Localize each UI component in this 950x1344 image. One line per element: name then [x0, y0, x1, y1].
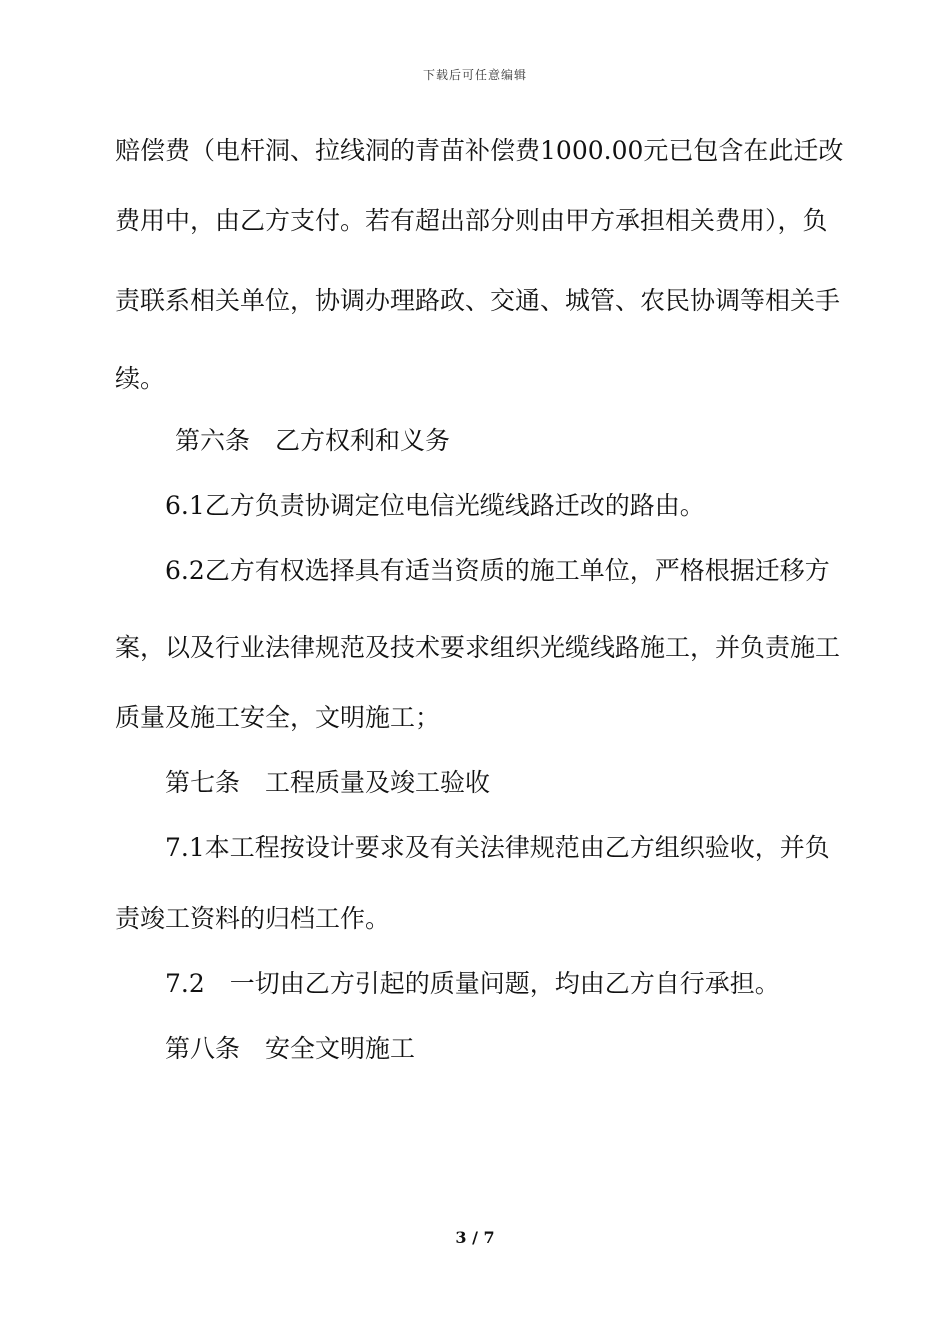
clause-7-1: 7.1本工程按设计要求及有关法律规范由乙方组织验收，并负	[165, 833, 830, 862]
page-number: 3 / 7	[455, 1228, 495, 1247]
paragraph-line: 案，以及行业法律规范及技术要求组织光缆线路施工，并负责施工	[115, 633, 841, 662]
paragraph-line: 质量及施工安全，文明施工；	[115, 703, 441, 732]
paragraph-line: 续。	[115, 364, 166, 393]
paragraph-line: 费用中，由乙方支付。若有超出部分则由甲方承担相关费用），负	[115, 206, 828, 235]
article-heading-8: 第八条 安全文明施工	[165, 1034, 416, 1063]
clause-6-2: 6.2乙方有权选择具有适当资质的施工单位，严格根据迁移方	[165, 556, 830, 585]
page-header: 下载后可任意编辑	[422, 68, 527, 82]
paragraph-line: 责竣工资料的归档工作。	[115, 904, 391, 933]
paragraph-line: 责联系相关单位，协调办理路政、交通、城管、农民协调等相关手	[115, 286, 841, 315]
article-heading-6: 第六条 乙方权利和义务	[175, 426, 451, 455]
article-heading-7: 第七条 工程质量及竣工验收	[165, 768, 491, 797]
clause-6-1: 6.1乙方负责协调定位电信光缆线路迁改的路由。	[165, 491, 705, 520]
paragraph-line: 赔偿费（电杆洞、拉线洞的青苗补偿费1000.00元已包含在此迁改	[115, 136, 844, 165]
clause-7-2: 7.2 一切由乙方引起的质量问题，均由乙方自行承担。	[165, 969, 780, 998]
